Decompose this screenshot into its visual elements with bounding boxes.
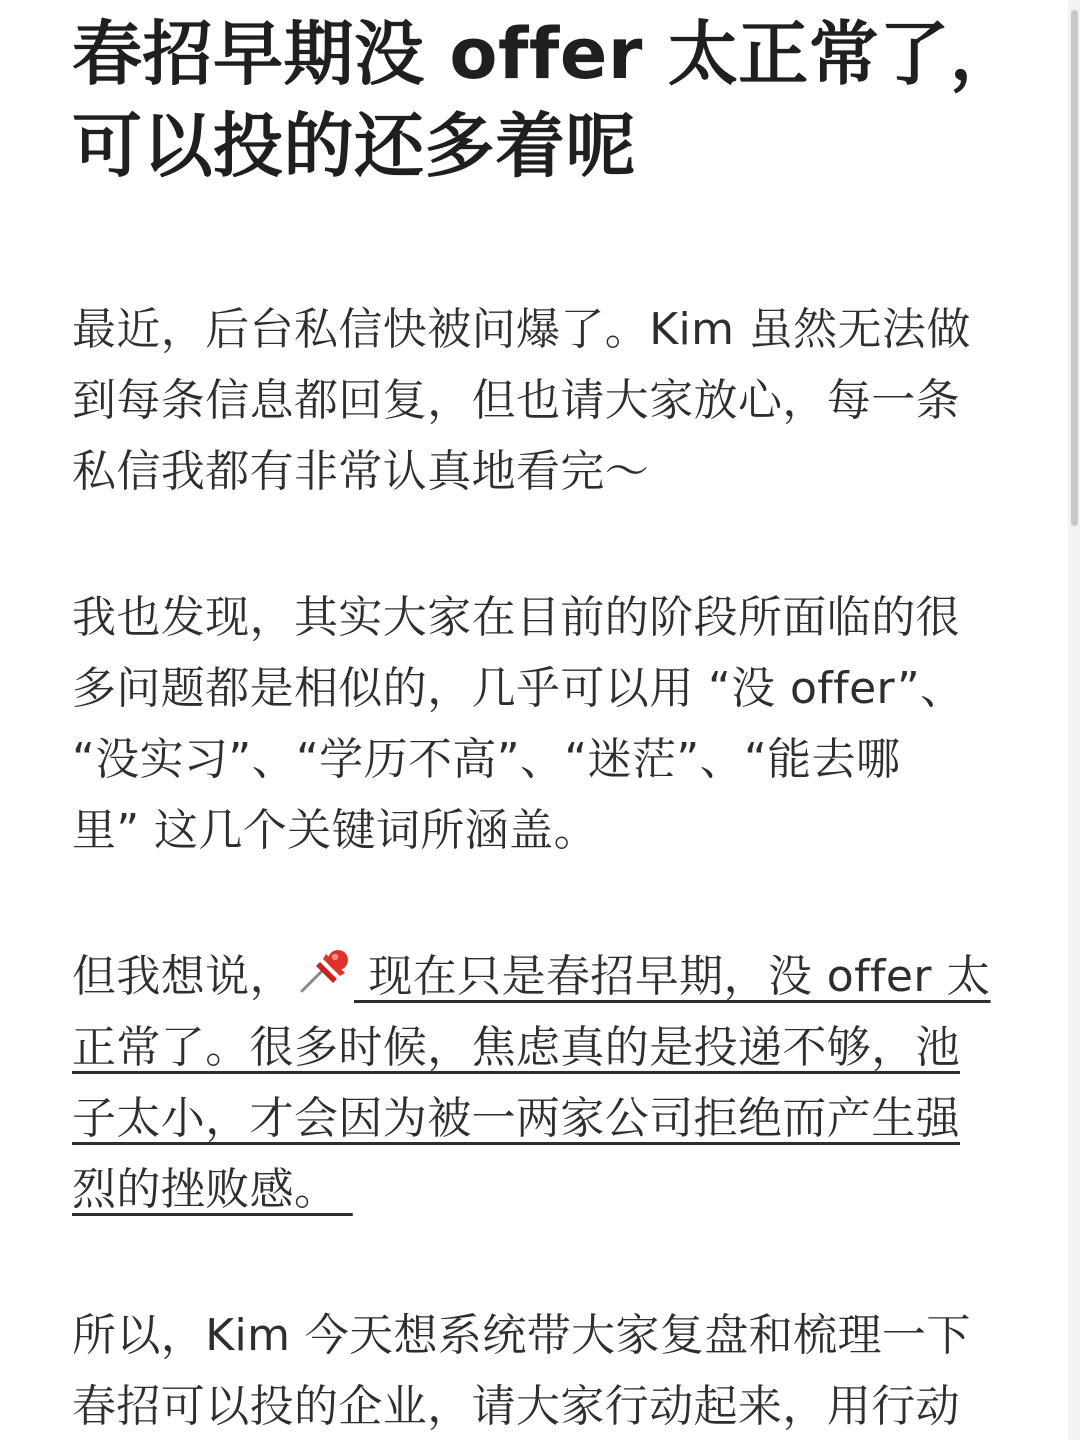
pushpin-icon	[294, 945, 354, 995]
paragraph-2	[72, 582, 1012, 866]
paragraph-1-line-1: 最近，后台私信快被问爆了。Kim 虽然无法做	[72, 304, 971, 355]
highlight-first-line	[294, 951, 991, 1002]
paragraph-3-line-3	[72, 1083, 1012, 1154]
paragraph-1-line-3: 私信我都有非常认真地看完～	[72, 446, 650, 497]
paragraph-3-line-1	[72, 941, 1012, 1012]
paragraph-2-line-3: “没实习”、“学历不高”、“迷茫”、“能去哪	[72, 734, 901, 785]
title-line-1: 春招早期没 offer 太正常了，	[72, 13, 1021, 95]
paragraph-1-line-2: 到每条信息都回复，但也请大家放心，每一条	[72, 375, 960, 426]
article-body	[72, 8, 1021, 1442]
paragraph-3-intro: 但我想说，	[72, 951, 294, 1002]
paragraph-2-line-2: 多问题都是相似的，几乎可以用 “没 offer”、	[72, 663, 965, 714]
paragraph-4-line-1: 所以，Kim 今天想系统带大家复盘和梳理一下	[72, 1310, 971, 1361]
paragraph-4-line-2: 春招可以投的企业，请大家行动起来，用行动	[72, 1381, 960, 1432]
highlight-text-2: 正常了。很多时候，焦虑真的是投递不够，池	[72, 1022, 960, 1073]
paragraph-1	[72, 294, 1012, 507]
paragraph-2-line-1: 我也发现，其实大家在目前的阶段所面临的很	[72, 592, 960, 643]
highlight-text-1: 现在只是春招早期，没 offer 太	[354, 951, 991, 1002]
paragraph-4	[72, 1300, 1012, 1442]
paragraph-3-highlight	[72, 941, 1012, 1225]
highlight-text-4: 烈的挫败感。	[72, 1164, 353, 1215]
scrollbar-thumb[interactable]	[1071, 10, 1078, 526]
article-title	[72, 8, 1021, 192]
highlight-text-3: 子太小，才会因为被一两家公司拒绝而产生强	[72, 1093, 960, 1144]
paragraph-3-line-2	[72, 1012, 1012, 1083]
title-line-2: 可以投的还多着呢	[72, 105, 636, 187]
paragraph-3-line-4	[72, 1154, 1012, 1225]
scrollbar-track[interactable]	[1068, 0, 1080, 1440]
paragraph-2-line-4: 里” 这几个关键词所涵盖。	[72, 805, 598, 856]
